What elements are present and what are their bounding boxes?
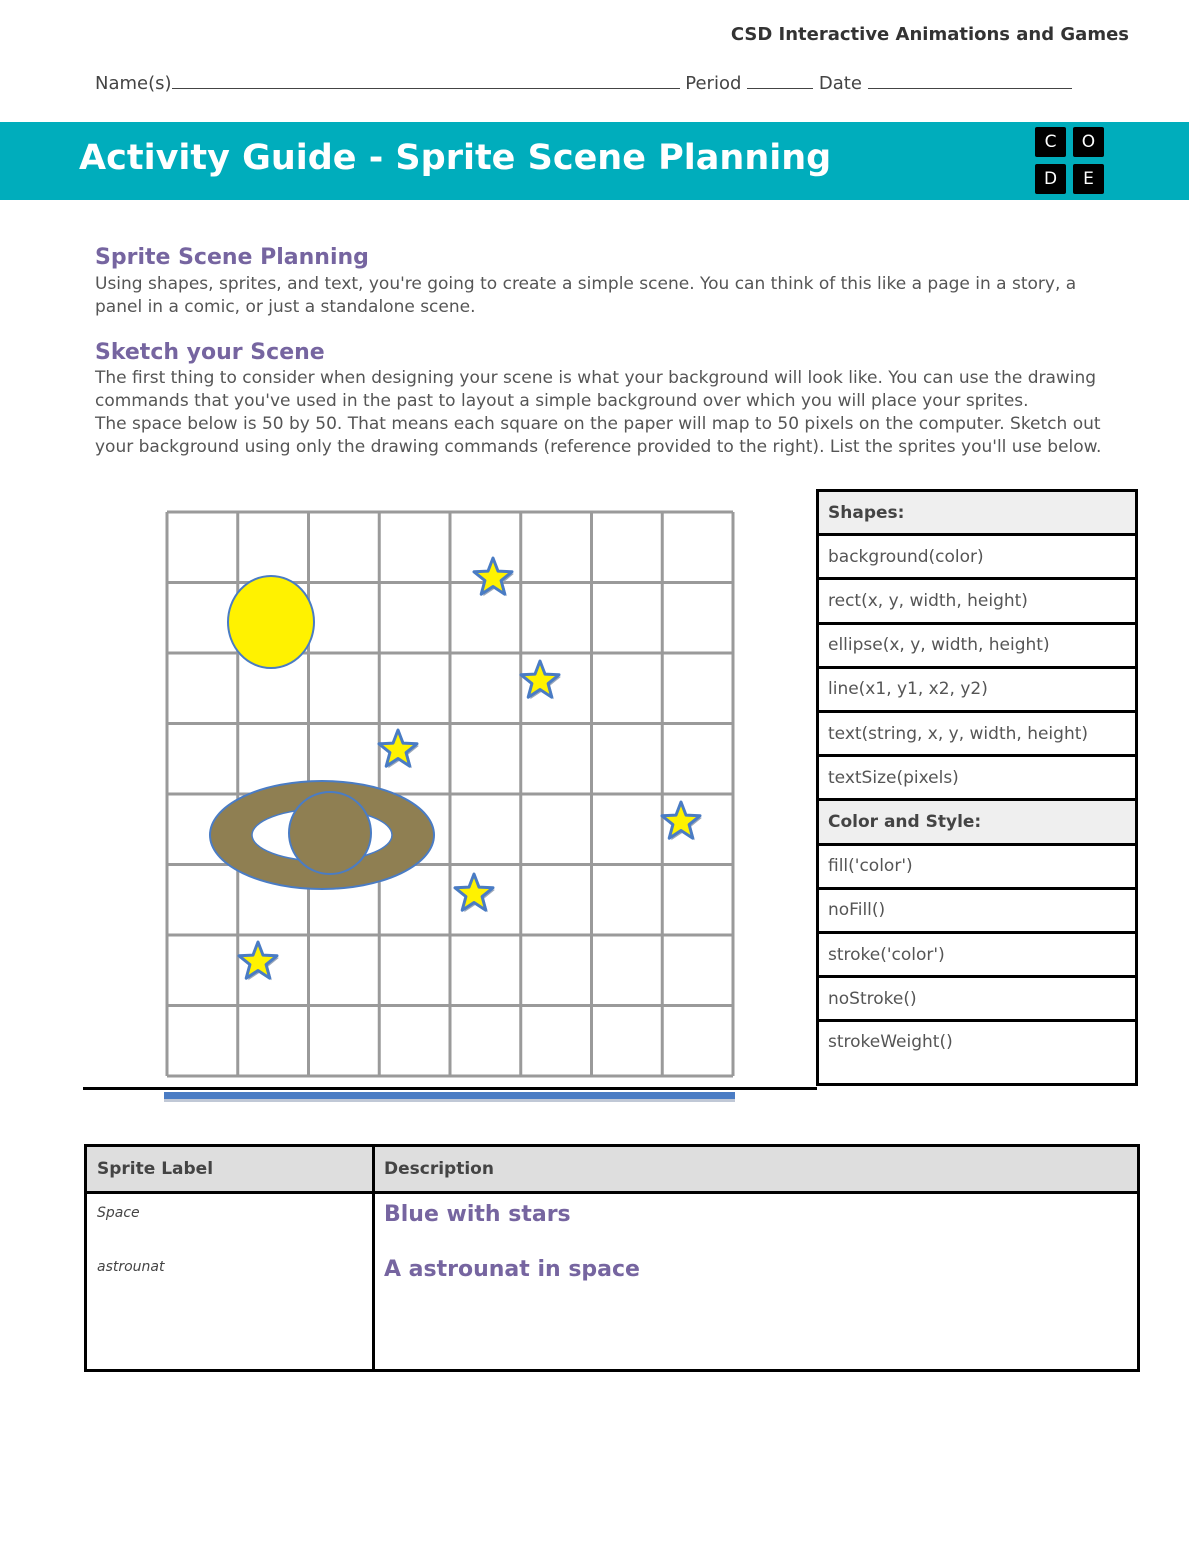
name-period-date-row <box>95 70 1072 94</box>
section-heading-sprite-scene: Sprite Scene Planning <box>95 245 369 270</box>
reference-command: rect(x, y, width, height) <box>819 580 1135 624</box>
code-logo <box>1035 127 1105 195</box>
period-label: Period <box>685 73 742 94</box>
sun-circle <box>228 576 314 668</box>
sprite-table-header <box>87 1147 1137 1194</box>
reference-section-header: Color and Style: <box>819 801 1135 845</box>
divider-line <box>83 1087 817 1090</box>
logo-letter: C <box>1035 127 1066 157</box>
logo-letter: O <box>1073 127 1104 157</box>
reference-command: noStroke() <box>819 978 1135 1022</box>
reference-command: stroke('color') <box>819 934 1135 978</box>
reference-command: fill('color') <box>819 846 1135 890</box>
name-blank[interactable] <box>172 70 680 89</box>
reference-command: background(color) <box>819 536 1135 580</box>
sprite-label-cell[interactable]: astrounat <box>97 1259 165 1275</box>
section-heading-sketch: Sketch your Scene <box>95 340 325 365</box>
date-label: Date <box>818 73 862 94</box>
planet-circle <box>289 792 371 874</box>
name-label: Name(s) <box>95 73 172 94</box>
command-reference-table <box>816 489 1138 1086</box>
reference-command: textSize(pixels) <box>819 757 1135 801</box>
reference-command: line(x1, y1, x2, y2) <box>819 669 1135 713</box>
logo-letter: E <box>1073 164 1104 194</box>
sketch-grid <box>160 505 740 1083</box>
grid-base-bar <box>164 1092 735 1102</box>
date-blank[interactable] <box>868 70 1072 89</box>
period-blank[interactable] <box>747 70 813 89</box>
logo-letter: D <box>1035 164 1066 194</box>
course-title: CSD Interactive Animations and Games <box>730 24 1129 45</box>
col-header-sprite-label: Sprite Label <box>97 1159 214 1179</box>
section-body-sketch-1: The first thing to consider when designing your scene is what your background will look like. You can use the drawing commands that you've used in the past to layout a simple background over which you will place your sprites. <box>95 368 1097 411</box>
reference-command: strokeWeight() <box>828 1032 953 1053</box>
reference-command: noFill() <box>819 890 1135 934</box>
sprite-description-cell[interactable]: Blue with stars <box>384 1202 571 1227</box>
sprite-description-cell[interactable]: A astrounat in space <box>384 1257 640 1282</box>
sprite-label-cell[interactable]: Space <box>97 1205 140 1221</box>
col-header-description: Description <box>384 1159 494 1179</box>
sprite-table <box>84 1144 1140 1372</box>
section-body-sprite-scene: Using shapes, sprites, and text, you're going to create a simple scene. You can think of this like a page in a story, a panel in a comic, or just a standalone scene. <box>95 274 1077 317</box>
section-body-sketch-2: The space below is 50 by 50. That means each square on the paper will map to 50 pixels on the computer. Sketch out your background using only the drawing commands (reference provided to the right). List the sprites you'll use below. <box>95 414 1102 457</box>
reference-command: ellipse(x, y, width, height) <box>819 625 1135 669</box>
page-title: Activity Guide - Sprite Scene Planning <box>79 138 832 178</box>
reference-section-header: Shapes: <box>819 492 1135 536</box>
sprite-table-divider <box>372 1147 375 1369</box>
reference-command: text(string, x, y, width, height) <box>819 713 1135 757</box>
